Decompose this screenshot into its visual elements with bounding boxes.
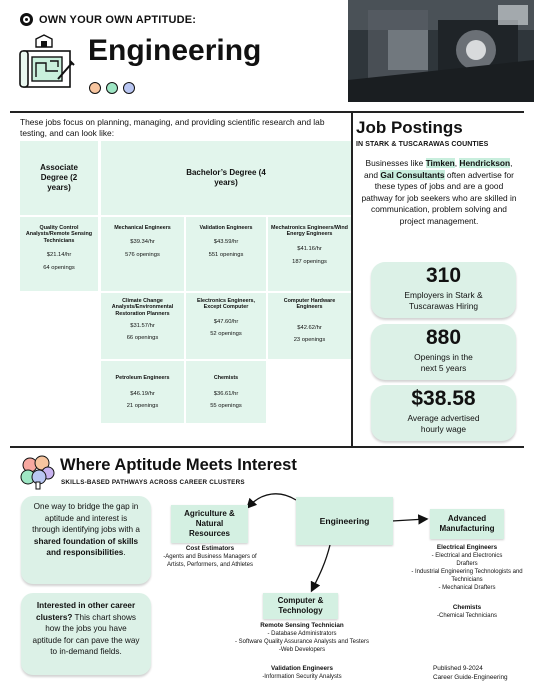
job-group-item: -Web Developers [278, 647, 326, 653]
stat-label: Employers in Stark & Tuscarawas Hiring [404, 290, 483, 311]
job-group-item: - Industrial Engineering Technologists and Technicians [411, 569, 523, 583]
job-card [186, 361, 266, 423]
job-title: Petroleum Engineers [115, 375, 170, 381]
job-group-item: -Agents and Business Managers of Artists, Performers, and Athletes [163, 554, 257, 568]
job-title: Electronics Engineers, Except Computer [196, 298, 256, 311]
job-card [186, 217, 266, 291]
job-title: Quality Control Analysts/Remote Sensing Technicians [25, 225, 93, 244]
associate-degree-label: Associate Degree (2 years) [40, 163, 78, 192]
associate-degree-header [20, 141, 98, 215]
stat-card-employers [371, 262, 516, 318]
job-group-item: - Electrical and Electronics Drafters [431, 553, 503, 567]
callout-text: This chart shows how the jobs you have aptitude for can pave the way to in-demand fields. [32, 612, 140, 657]
job-postings-title: Job Postings [356, 118, 463, 137]
page-header [0, 0, 534, 112]
job-openings: 551 openings [208, 252, 244, 259]
job-title: Validation Engineers [199, 225, 253, 231]
job-openings: 55 openings [210, 403, 242, 410]
company-gal-consultants: Gal Consultants [380, 169, 445, 180]
callout-text: . [123, 548, 126, 558]
cluster-engineering [296, 497, 393, 545]
postings-text-prefix: Businesses like [365, 158, 426, 168]
guide-name: Career Guide-Engineering [433, 673, 508, 681]
job-postings-text [358, 158, 520, 228]
callout-emphasis: shared foundation of skills and responsibilities [33, 536, 139, 558]
job-group-heading: Cost Estimators [185, 545, 235, 552]
kicker [20, 13, 196, 26]
callout-text: One way to bridge the gap in aptitude and interest is through identifying jobs with a [32, 502, 140, 535]
job-group-item: - Software Quality Assurance Analysts and Testers [235, 639, 369, 645]
postings-separator: , and [364, 158, 513, 180]
mint-dot [106, 82, 118, 94]
column-divider [351, 112, 353, 446]
stat-card-wage [371, 385, 516, 441]
job-group-item: - Database Administrators [267, 631, 337, 637]
job-card [268, 293, 351, 359]
job-wage: $36.61/hr [213, 391, 239, 398]
job-card [268, 217, 351, 291]
arrow-to-advanced-manufacturing [392, 519, 426, 521]
job-group-heading: Remote Sensing Technician [260, 622, 344, 629]
header-photo [348, 0, 534, 102]
cluster-agriculture [171, 505, 248, 543]
stat-value: 310 [425, 264, 462, 287]
color-dots [89, 82, 135, 94]
peach-dot [89, 82, 101, 94]
postings-text-suffix: often advertise for these types of jobs and are a good pathway for job seekers who are skilled in communication, problem solving and project management. [361, 169, 517, 226]
stat-value: $38.58 [411, 387, 476, 410]
cluster-advanced-label: Advanced Manufacturing [439, 514, 495, 533]
job-title: Mechanical Engineers [114, 225, 171, 231]
company-hendrickson: Hendrickson [459, 158, 511, 168]
cluster-computer-technology [263, 593, 338, 619]
stat-label: Openings in the next 5 years [414, 352, 473, 373]
brain-icon [18, 453, 56, 491]
stat-value: 880 [425, 326, 462, 349]
computer-technology-jobs [214, 622, 390, 681]
header-divider [10, 111, 524, 113]
job-card [101, 293, 184, 359]
stat-label: Average advertised hourly wage [407, 413, 480, 434]
job-group-item: - Mechanical Drafters [438, 585, 496, 591]
lavender-dot [123, 82, 135, 94]
agriculture-jobs [158, 545, 262, 569]
job-openings: 52 openings [210, 330, 242, 337]
job-openings: 23 openings [293, 336, 326, 343]
job-card [101, 361, 184, 423]
footer [433, 665, 508, 682]
cluster-advanced-manufacturing [430, 509, 504, 539]
job-group-item: -Information Security Analysts [262, 674, 342, 680]
job-group-heading: Electrical Engineers [436, 544, 498, 551]
kicker-text: OWN YOUR OWN APTITUDE: [39, 13, 197, 26]
job-group-item: -Chemical Technicians [437, 613, 497, 619]
intro-text: These jobs focus on planning, managing, and providing scientific research and lab testing, and can look like: [20, 117, 325, 138]
job-wage: $21.14/hr [46, 252, 72, 259]
arrow-to-computer-technology [312, 545, 330, 590]
job-openings: 576 openings [125, 252, 160, 259]
job-openings: 66 openings [126, 335, 159, 342]
advanced-manufacturing-jobs [410, 544, 524, 620]
stat-card-openings [371, 324, 516, 380]
job-wage: $41.16/hr [297, 245, 322, 252]
job-wage: $47.60/hr [213, 318, 239, 325]
page-title: Engineering [88, 34, 262, 67]
job-title: Climate Change Analysts/Environmental Restoration Planners [111, 298, 174, 317]
cluster-engineering-label: Engineering [319, 516, 370, 526]
job-openings: 187 openings [292, 258, 327, 265]
target-icon [20, 13, 33, 26]
job-openings: 64 openings [43, 265, 75, 272]
section-divider [10, 446, 524, 448]
cluster-agriculture-label: Agriculture & Natural Resources [184, 509, 235, 538]
callout-emphasis: Interested in other career clusters? [36, 601, 136, 622]
cluster-computer-label: Computer & Technology [277, 596, 324, 615]
job-group-heading: Chemists [452, 604, 482, 611]
bachelor-degree-label: Bachelor’s Degree (4 years) [186, 168, 266, 187]
arrow-to-agriculture [248, 494, 296, 507]
aptitude-title: Where Aptitude Meets Interest [60, 456, 297, 474]
postings-separator: , [454, 158, 460, 168]
job-wage: $31.57/hr [130, 323, 155, 330]
job-wage: $42.62/hr [297, 324, 322, 331]
bachelor-degree-header [101, 141, 351, 215]
job-openings: 21 openings [126, 403, 159, 410]
published-date: Published 9-2024 [433, 665, 483, 672]
aptitude-subtitle: SKILLS-BASED PATHWAYS ACROSS CAREER CLUSTERS [61, 479, 245, 486]
job-title: Chemists [213, 375, 239, 381]
job-postings-subtitle: IN STARK & TUSCARAWAS COUNTIES [356, 141, 489, 148]
callout-other-clusters [21, 593, 151, 675]
degree-grid [20, 141, 351, 423]
engineering-blueprint-icon [18, 33, 78, 93]
job-title: Computer Hardware Engineers [283, 298, 336, 311]
job-title: Mechatronics Engineers/Wind Energy Engineers [271, 225, 348, 238]
job-wage: $43.59/hr [213, 239, 239, 246]
job-wage: $39.34/hr [130, 239, 155, 246]
company-timken: Timken [425, 158, 455, 168]
job-card [20, 217, 98, 291]
job-wage: $46.19/hr [130, 391, 155, 398]
callout-bridge-gap [21, 496, 151, 584]
job-card [101, 217, 184, 291]
job-group-heading: Validation Engineers [271, 665, 333, 672]
job-card [186, 293, 266, 359]
